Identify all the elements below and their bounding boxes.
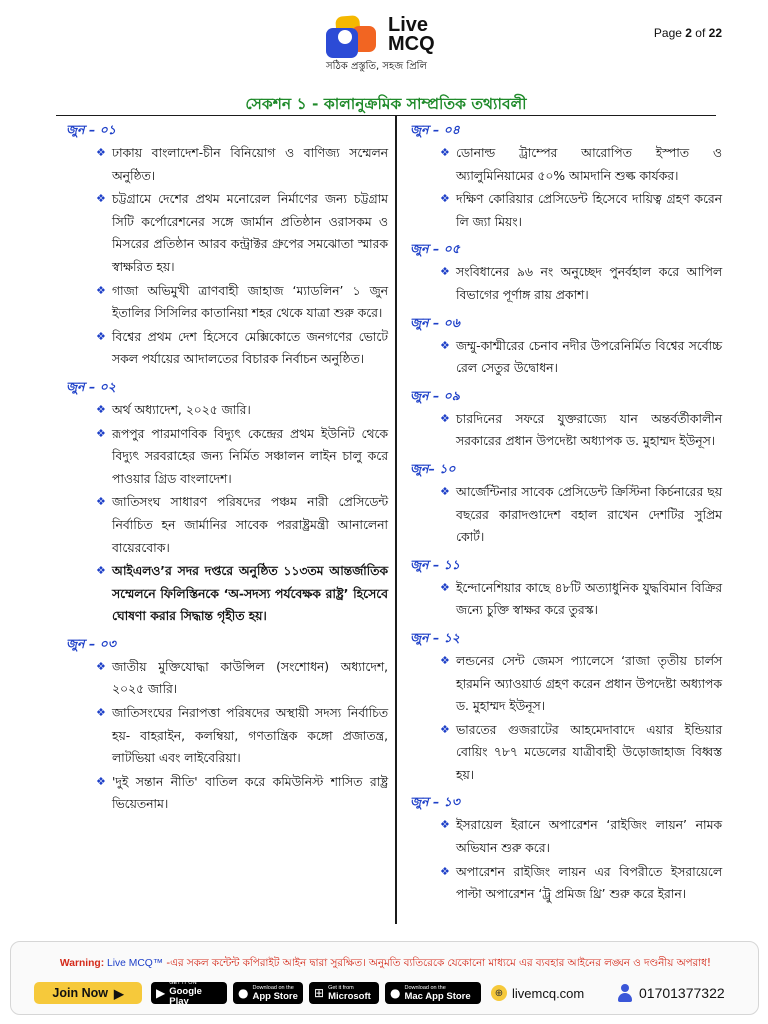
diamond-bullet-icon: ❖ — [440, 818, 450, 832]
list-item: ❖ ভারতের গুজরাটের আহমেদাবাদে এয়ার ইন্ডিয়ার বোয়িং ৭৮৭ মডেলের যাত্রীবাহী উড়োজাহাজ বিধ্বস্ত হয়। — [410, 719, 722, 787]
list-item: ❖ অর্থ অধ্যাদেশ, ২০২৫ জারি। — [66, 399, 388, 422]
diamond-bullet-icon: ❖ — [96, 402, 106, 416]
page-footer — [10, 941, 759, 1015]
apple-icon: ● — [390, 986, 401, 1000]
date-heading: জুন – ১২ — [410, 629, 460, 645]
diamond-bullet-icon: ❖ — [440, 653, 450, 667]
list-item: ❖ অপারেশন রাইজিং লায়ন এর বিপরীতে ইসরায়েলে পাল্টা অপারেশন ‘ট্রু প্রমিজ থ্রি’ শুরু করে ইরান। — [410, 861, 722, 906]
left-column — [66, 121, 388, 817]
windows-icon: ⊞ — [314, 986, 325, 1000]
list-item: ❖ আর্জেন্টিনার সাবেক প্রেসিডেন্ট ক্রিস্টিনা কির্চনারের ছয় বছরের কারাদণ্ডাদেশ বহাল রাখেন দেশটির সুপ্রিম কোর্ট। — [410, 481, 722, 549]
date-heading: জুন – ০৪ — [410, 122, 460, 137]
date-heading: জুন – ০৩ — [66, 635, 116, 651]
diamond-bullet-icon: ❖ — [96, 659, 106, 673]
list-item: ❖ লন্ডনের সেন্ট জেমস প্যালেসে ‘রাজা তৃতীয় চার্লস হারমনি অ্যাওয়ার্ড গ্রহণ করেন প্রধান উপদেষ্টা অধ্যাপক ড. মুহাম্মদ ইউনূস। — [410, 650, 722, 718]
diamond-bullet-icon: ❖ — [440, 146, 450, 159]
diamond-bullet-icon: ❖ — [96, 564, 106, 578]
diamond-bullet-icon: ❖ — [440, 265, 450, 279]
list-item: ❖ সংবিধানের ৯৬ নং অনুচ্ছেদ পুনর্বহাল করে আপিল বিভাগের পূর্ণাঙ্গ রায় প্রকাশ। — [410, 261, 722, 306]
list-item: ❖ চারদিনের সফরে যুক্তরাজ্যে যান অন্তর্বর্তীকালীন সরকারের প্রধান উপদেষ্টা অধ্যাপক ড. মুহাম্মদ ইউনূস। — [410, 408, 722, 453]
right-column — [410, 121, 722, 907]
diamond-bullet-icon: ❖ — [96, 192, 106, 206]
logo-mark-icon — [326, 16, 382, 58]
list-item: ❖ ইন্দোনেশিয়ার কাছে ৪৮টি অত্যাধুনিক যুদ্ধবিমান বিক্রির জন্যে চুক্তি স্বাক্ষর করে তুরস্ক। — [410, 577, 722, 622]
diamond-bullet-icon: ❖ — [440, 580, 450, 594]
copyright-warning: Warning: Live MCQ™ -এর সকল কন্টেন্ট কপিরাইট আইন দ্বারা সুরক্ষিত। অনুমতি ব্যতিরেকে যেকোনো মাধ্যমে এর ব্যবহার আইনের লঙ্ঘন ও দণ্ডনীয় অপরাধ! — [59, 957, 712, 969]
diamond-bullet-icon: ❖ — [96, 706, 106, 720]
list-item: ❖ ইসরায়েল ইরানে অপারেশন ‘রাইজিং লায়ন’ নামক অভিযান শুরু করে। — [410, 814, 722, 859]
logo-wordmark: Live MCQ — [388, 14, 435, 55]
list-item: ❖ জম্মু-কাশ্মীরের চেনাব নদীর উপরেনির্মিত বিশ্বের সর্বোচ্চ রেল সেতুর উদ্বোধন। — [410, 335, 722, 380]
diamond-bullet-icon: ❖ — [440, 864, 450, 878]
date-heading: জুন – ০৫ — [410, 241, 460, 257]
diamond-bullet-icon: ❖ — [440, 411, 450, 425]
list-item: ❖ গাজা অভিমুখী ত্রাণবাহী জাহাজ ‘ম্যাডলিন’ ১ জুন ইতালির সিসিলির কাতানিয়া শহর থেকে যাত্রা শুরু করে। — [66, 280, 388, 325]
column-divider — [395, 116, 397, 924]
date-heading: জুন – ০১ — [66, 122, 116, 137]
list-item: ❖ রূপপুর পারমাণবিক বিদ্যুৎ কেন্দ্রের প্রথম ইউনিট থেকে বিদ্যুৎ সরবরাহের জন্য নির্মিত সঞ্চালন লাইন চালু করে পাওয়ার গ্রিড বাংলাদেশ। — [66, 423, 388, 491]
diamond-bullet-icon: ❖ — [96, 495, 106, 509]
list-item: ❖ ডোনাল্ড ট্রাম্পের আরোপিত ইস্পাত ও অ্যালুমিনিয়ামের ৫০% আমদানি শুল্ক কার্যকর। — [410, 142, 722, 187]
list-item: ❖ জাতিসংঘের নিরাপত্তা পরিষদের অস্থায়ী সদস্য নির্বাচিত হয়- বাহরাইন, কলম্বিয়া, গণতান্ত্রিক কঙ্গো প্রজাতন্ত্র, লাটভিয়া এবং লাইবেরিয়া। — [66, 702, 388, 770]
diamond-bullet-icon: ❖ — [440, 722, 450, 736]
diamond-bullet-icon: ❖ — [96, 283, 106, 297]
diamond-bullet-icon: ❖ — [96, 426, 106, 440]
join-now-button[interactable]: Join Now ▶ — [34, 982, 142, 1004]
list-item: ❖ জাতীয় মুক্তিযোদ্ধা কাউন্সিল (সংশোধন) অধ্যাদেশ, ২০২৫ জারি। — [66, 656, 388, 701]
phone-contact[interactable]: 01701377322 — [617, 982, 725, 1004]
list-item: ❖ চট্টগ্রামে দেশের প্রথম মনোরেল নির্মাণের জন্য চট্টগ্রাম সিটি কর্পোরেশনের সঙ্গে জার্মান প্রতিষ্ঠান ওরাসকম ও মিসরের প্রতিষ্ঠান আরব কন্ট্রাক্টর গ্রুপের সমঝোতা স্মারক স্বাক্ষরিত হয়। — [66, 188, 388, 278]
date-heading: জুন – ১১ — [410, 556, 460, 572]
website-link[interactable]: ⊕ livemcq.com — [491, 982, 584, 1004]
date-heading: জুন – ০৯ — [410, 387, 460, 403]
list-item: ❖ 'দুই সন্তান নীতি' বাতিল করে কমিউনিস্ট শাসিত রাষ্ট্র ভিয়েতনাম। — [66, 771, 388, 816]
diamond-bullet-icon: ❖ — [440, 192, 450, 206]
page-header — [0, 0, 768, 90]
section-title: সেকশন ১ - কালানুক্রমিক সাম্প্রতিক তথ্যাবলী — [56, 92, 716, 116]
apple-icon: ● — [238, 986, 249, 1000]
microsoft-badge[interactable]: ⊞ Get it from Microsoft — [309, 982, 379, 1004]
diamond-bullet-icon: ❖ — [96, 774, 106, 788]
date-heading: জুন – ১৩ — [410, 794, 460, 810]
list-item: ❖ দক্ষিণ কোরিয়ার প্রেসিডেন্ট হিসেবে দায়িত্ব গ্রহণ করেন লি জ্যা মিয়ং। — [410, 188, 722, 233]
list-item: ❖ বিশ্বের প্রথম দেশ হিসেবে মেক্সিকোতে জনগণের ভোটে সকল পর্যায়ের আদালতের বিচারক নির্বাচন অনুষ্ঠিত। — [66, 326, 388, 371]
live-mcq-logo — [326, 14, 456, 76]
diamond-bullet-icon: ❖ — [440, 338, 450, 352]
google-play-badge[interactable]: ▶ GET IT ON Google Play — [151, 982, 227, 1004]
diamond-bullet-icon: ❖ — [96, 329, 106, 343]
date-heading: জুন– ১০ — [410, 460, 456, 476]
date-heading: জুন – ০৬ — [410, 314, 460, 330]
google-play-icon: ▶ — [156, 986, 166, 1000]
page-number: Page 2 of 22 — [653, 26, 722, 40]
mac-app-store-badge[interactable]: ● Download on the Mac App Store — [385, 982, 481, 1004]
logo-tagline: সঠিক প্রস্তুতি, সহজ প্রিলি — [326, 61, 427, 72]
app-store-badge[interactable]: ● Download on the App Store — [233, 982, 303, 1004]
list-item: ❖ জাতিসংঘ সাধারণ পরিষদের পঞ্চম নারী প্রেসিডেন্ট নির্বাচিত হন জার্মানির সাবেক পররাষ্ট্রমন্ত্রী আনালেনা বায়েরবোক। — [66, 491, 388, 559]
list-item: ❖ ঢাকায় বাংলাদেশ-চীন বিনিয়োগ ও বাণিজ্য সম্মেলন অনুষ্ঠিত। — [66, 142, 388, 187]
globe-icon: ⊕ — [491, 985, 507, 1001]
play-arrow-icon: ▶ — [113, 986, 124, 1001]
date-heading: জুন – ০২ — [66, 378, 116, 394]
person-icon — [617, 984, 633, 1002]
diamond-bullet-icon: ❖ — [96, 146, 106, 159]
list-item: ❖ আইএলও’র সদর দপ্তরে অনুষ্ঠিত ১১৩তম আন্তর্জাতিক সম্মেলনে ফিলিস্তিনকে ‘অ-সদস্য পর্যবেক্ষক রাষ্ট্র’ হিসেবে ঘোষণা করার সিদ্ধান্ত গৃহীত হয়। — [66, 560, 388, 628]
diamond-bullet-icon: ❖ — [440, 484, 450, 498]
